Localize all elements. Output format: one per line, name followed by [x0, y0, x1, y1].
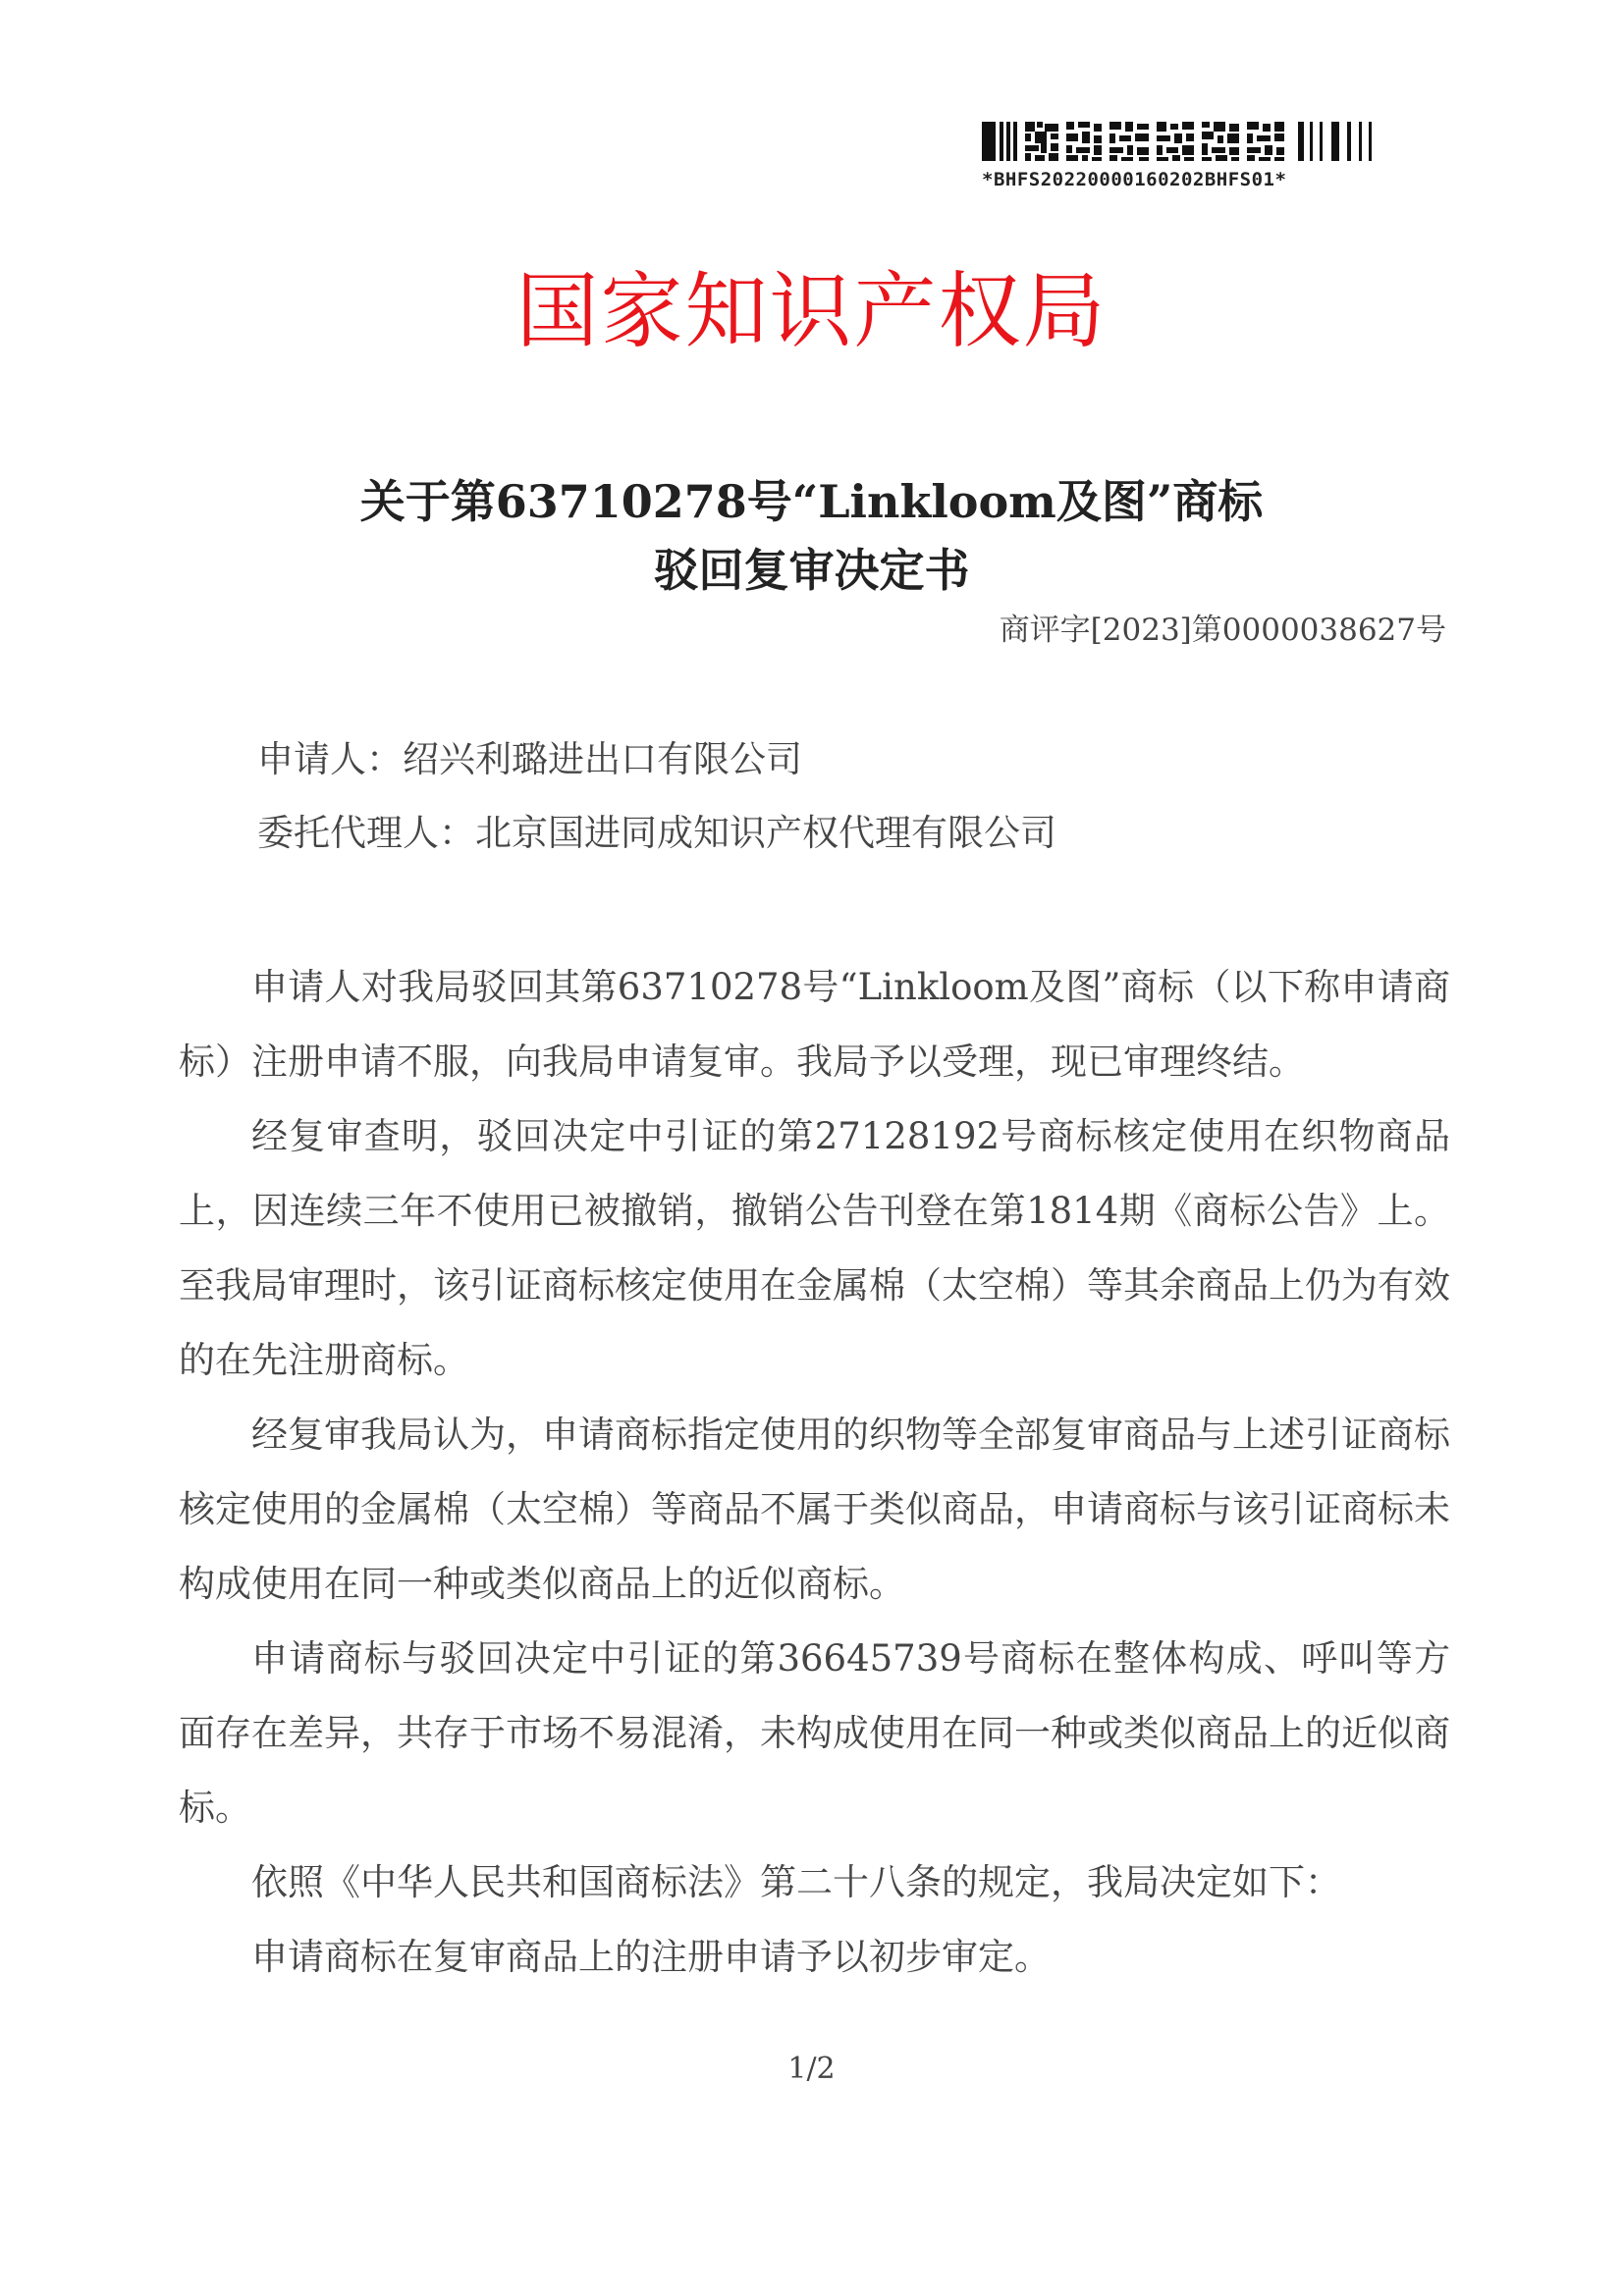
decision-body [179, 950, 1450, 1995]
body-paragraph: 依照《中华人民共和国商标法》第二十八条的规定，我局决定如下： [251, 1861, 1341, 1903]
body-paragraph: 申请人对我局驳回其第63710278号“Linkloom及图”商标（以下称申请商标）注册申请不服，向我局申请复审。我局予以受理，现已审理终结。 [179, 966, 1450, 1083]
document-title-line1: 关于第63710278号“Linkloom及图”商标 [359, 475, 1264, 528]
body-paragraph: 经复审查明，驳回决定中引证的第27128192号商标核定使用在织物商品上，因连续三年不使用已被撤销，撤销公告刊登在第1814期《商标公告》上。至我局审理时，该引证商标核定使用在金属棉（太空棉）等其余商品上仍为有效的在先注册商标。 [179, 1115, 1450, 1381]
document-title-line2: 驳回复审决定书 [653, 544, 970, 597]
page-number: 1/2 [787, 2052, 836, 2086]
applicant-line: 申请人：绍兴利璐进出口有限公司 [257, 738, 802, 780]
barcode-number: *BHFS20220000160202BHFS01* [982, 169, 1287, 190]
agency-name: 国家知识产权局 [515, 263, 1108, 359]
body-paragraph: 经复审我局认为，申请商标指定使用的织物等全部复审商品与上述引证商标核定使用的金属棉（太空棉）等商品不属于类似商品，申请商标与该引证商标未构成使用在同一种或类似商品上的近似商标。 [179, 1414, 1450, 1605]
body-paragraph: 申请商标与驳回决定中引证的第36645739号商标在整体构成、呼叫等方面存在差异，共存于市场不易混淆，未构成使用在同一种或类似商品上的近似商标。 [179, 1637, 1450, 1829]
barcode-graphic [982, 120, 1384, 164]
document-barcode [982, 120, 1384, 190]
body-paragraph: 申请商标在复审商品上的注册申请予以初步审定。 [251, 1936, 1051, 1978]
agent-line: 委托代理人：北京国进同成知识产权代理有限公司 [257, 812, 1056, 854]
document-number: 商评字[2023]第0000038627号 [999, 613, 1446, 648]
